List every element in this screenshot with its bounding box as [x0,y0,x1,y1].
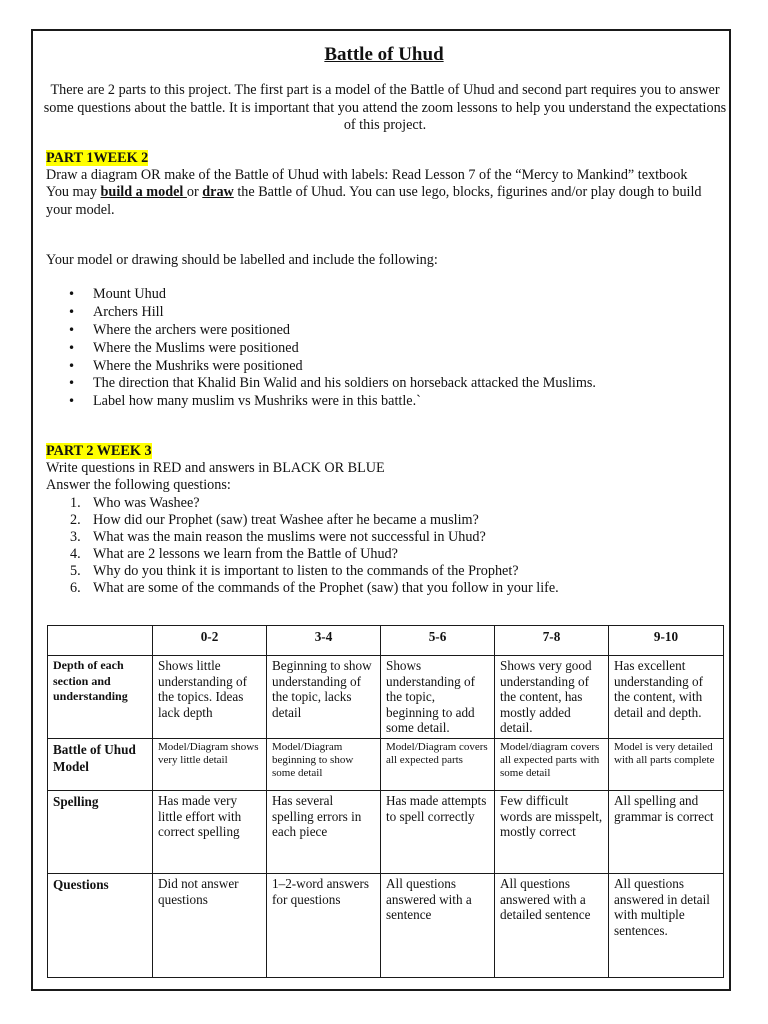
draw-text: draw [202,184,234,201]
table-row [48,873,724,977]
rubric-corner-cell [48,626,153,656]
criterion-label: Battle of Uhud Model [48,738,153,790]
rubric-cell: Shows understanding of the topic, beginning to add some detail. [381,656,495,739]
intro-paragraph: There are 2 parts to this project. The first part is a model of the Battle of Uhud and second part requires you to answer some questions about the battle. It is important that you attend the zoom lessons to help you understand the expectations of this project. [43,82,727,133]
part2-heading: PART 2 WEEK 3 [46,443,152,459]
question-text: What was the main reason the muslims were not successful in Uhud? [93,528,486,545]
rubric-cell: Has several spelling errors in each piece [267,790,381,873]
rubric-cell: 1–2-word answers for questions [267,873,381,977]
table-row [48,790,724,873]
table-row [48,656,724,739]
score-band-header: 0-2 [153,626,267,656]
criterion-label: Spelling [48,790,153,873]
part2-section [46,443,726,597]
rubric-cell: Has made very little effort with correct spelling [153,790,267,873]
list-item: • Where the archers were positioned [46,322,726,340]
question-item [46,495,726,512]
criterion-label: Depth of each section and understanding [48,656,153,739]
part1-heading: PART 1WEEK 2 [46,150,149,166]
rubric-header-row [48,626,724,656]
part1-line2-post: the Battle of Uhud. You can use lego, blocks, figurines and/or play dough to build your model. [46,184,702,218]
part1-line1: Draw a diagram OR make of the Battle of Uhud with labels: Read Lesson 7 of the “Mercy to Mankind” textbook [46,167,688,184]
list-item: • The direction that Khalid Bin Walid and his soldiers on horseback attacked the Muslims. [46,375,726,393]
list-item: • Archers Hill [46,304,726,322]
rubric-cell: Shows very good understanding of the content, has mostly added detail. [495,656,609,739]
rubric-cell: All questions answered in detail with multiple sentences. [609,873,724,977]
part1-line2-or: or [186,184,203,201]
criterion-label: Questions [48,873,153,977]
list-item: • Mount Uhud [46,286,726,304]
part2-line2: Answer the following questions: [46,477,231,494]
score-band-header: 5-6 [381,626,495,656]
question-item [46,529,726,546]
part1-checklist [46,286,726,411]
list-item: • Where the Mushriks were positioned [46,358,726,376]
rubric-cell: Model/Diagram shows very little detail [153,738,267,790]
rubric-cell: Did not answer questions [153,873,267,977]
part1-line2 [46,184,726,218]
rubric-cell: Beginning to show understanding of the topic, lacks detail [267,656,381,739]
score-band-header: 3-4 [267,626,381,656]
part1-section [46,150,726,219]
part1-instruction: Your model or drawing should be labelled and include the following: [46,252,438,268]
rubric-cell: Has excellent understanding of the content, with detail and depth. [609,656,724,739]
part1-line2-pre: You may [46,184,101,201]
rubric-cell: Shows little understanding of the topics. Ideas lack depth [153,656,267,739]
question-item [46,563,726,580]
question-number: 6. [70,579,81,596]
rubric-cell: Has made attempts to spell correctly [381,790,495,873]
question-item [46,512,726,529]
question-number: 1. [70,494,81,511]
question-text: Who was Washee? [93,494,200,511]
list-item: • Label how many muslim vs Mushriks were in this battle.` [46,393,726,411]
question-number: 5. [70,562,81,579]
rubric-cell: All questions answered with a sentence [381,873,495,977]
rubric-cell: Model is very detailed with all parts complete [609,738,724,790]
list-item: • Where the Muslims were positioned [46,340,726,358]
rubric-cell: Model/diagram covers all expected parts with some detail [495,738,609,790]
rubric-cell: All questions answered with a detailed sentence [495,873,609,977]
question-number: 3. [70,528,81,545]
rubric-cell: Model/Diagram beginning to show some detail [267,738,381,790]
build-model-text: build a model [100,184,187,201]
rubric-cell: All spelling and grammar is correct [609,790,724,873]
question-item [46,580,726,597]
question-number: 2. [70,511,81,528]
part2-line1: Write questions in RED and answers in BLACK OR BLUE [46,460,385,477]
score-band-header: 7-8 [495,626,609,656]
rubric-cell: Few difficult words are misspelt, mostly correct [495,790,609,873]
score-band-header: 9-10 [609,626,724,656]
question-item [46,546,726,563]
rubric-cell: Model/Diagram covers all expected parts [381,738,495,790]
rubric-table [47,625,724,978]
question-text: How did our Prophet (saw) treat Washee after he became a muslim? [93,511,479,528]
question-list [46,495,726,597]
question-number: 4. [70,545,81,562]
question-text: Why do you think it is important to listen to the commands of the Prophet? [93,562,519,579]
question-text: What are 2 lessons we learn from the Battle of Uhud? [93,545,398,562]
table-row [48,738,724,790]
document-title: Battle of Uhud [324,44,444,65]
question-text: What are some of the commands of the Prophet (saw) that you follow in your life. [93,579,559,596]
